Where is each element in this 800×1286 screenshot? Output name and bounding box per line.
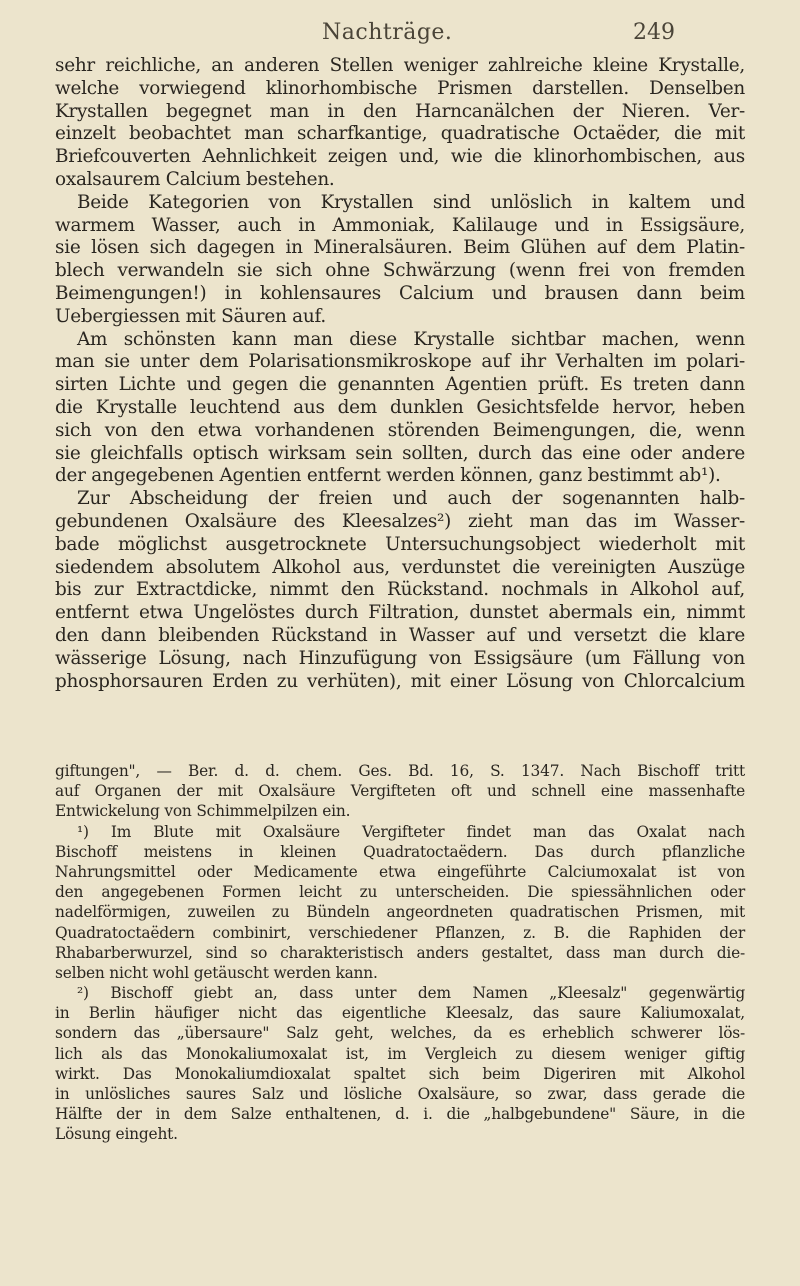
body-line: sie lösen sich dagegen in Mineralsäuren. Beim Glühen auf dem Platin- bbox=[55, 237, 745, 259]
footnote-line: Nahrungsmittel oder Medicamente etwa eingeführte Calciumoxalat ist von bbox=[55, 862, 745, 881]
body-line: entfernt etwa Ungelöstes durch Filtration, dunstet abermals ein, nimmt bbox=[55, 602, 745, 624]
body-line: Krystallen begegnet man in den Harncanälchen der Nieren. Ver- bbox=[55, 100, 745, 122]
footnote-line: ¹) Im Blute mit Oxalsäure Vergifteter findet man das Oxalat nach bbox=[77, 822, 745, 841]
body-line: sie gleichfalls optisch wirksam sein sollten, durch das eine oder andere bbox=[55, 442, 745, 464]
body-line: siedendem absolutem Alkohol aus, verdunstet die vereinigten Auszüge bbox=[55, 556, 745, 578]
footnote-line: nadelförmigen, zuweilen zu Bündeln angeordneten quadratischen Prismen, mit bbox=[55, 903, 745, 922]
footnote-line: Lösung eingeht. bbox=[55, 1125, 178, 1144]
body-line: einzelt beobachtet man scharfkantige, quadratische Octaëder, die mit bbox=[55, 123, 745, 145]
body-line: den dann bleibenden Rückstand in Wasser auf und versetzt die klare bbox=[55, 624, 745, 646]
body-line: gebundenen Oxalsäure des Kleesalzes²) zieht man das im Wasser- bbox=[55, 510, 745, 532]
footnote-line: wirkt. Das Monokaliumdioxalat spaltet sich beim Digeriren mit Alkohol bbox=[55, 1064, 745, 1083]
body-line: Zur Abscheidung der freien und auch der sogenannten halb- bbox=[77, 488, 745, 510]
page-header-title: Nachträge. bbox=[322, 20, 453, 45]
footnote-line: Bischoff meistens in kleinen Quadratoctaëdern. Das durch pflanzliche bbox=[55, 842, 745, 861]
footnote-line: den angegebenen Formen leicht zu unterscheiden. Die spiessähnlichen oder bbox=[55, 883, 745, 902]
body-line: warmem Wasser, auch in Ammoniak, Kalilauge und in Essigsäure, bbox=[55, 214, 745, 236]
body-line: die Krystalle leuchtend aus dem dunklen Gesichtsfelde hervor, heben bbox=[55, 396, 745, 418]
body-line: blech verwandeln sie sich ohne Schwärzung (wenn frei von fremden bbox=[55, 260, 745, 282]
footnote-line: sondern das „übersaure" Salz geht, welches, da es erheblich schwerer lös- bbox=[55, 1024, 745, 1043]
footnote-line: lich als das Monokaliumoxalat ist, im Vergleich zu diesem weniger giftig bbox=[55, 1044, 745, 1063]
footnote-line: in Berlin häufiger nicht das eigentliche Kleesalz, das saure Kaliumoxalat, bbox=[55, 1004, 745, 1023]
page-number: 249 bbox=[633, 20, 675, 45]
footnote-line: selben nicht wohl getäuscht werden kann. bbox=[55, 963, 378, 982]
body-line: oxalsaurem Calcium bestehen. bbox=[55, 168, 335, 190]
body-line: sirten Lichte und gegen die genannten Agentien prüft. Es treten dann bbox=[55, 374, 745, 396]
footnote-line: auf Organen der mit Oxalsäure Vergifteten oft und schnell eine massenhafte bbox=[55, 782, 745, 801]
body-line: Beide Kategorien von Krystallen sind unlöslich in kaltem und bbox=[77, 191, 745, 213]
footnote-line: Rhabarberwurzel, sind so charakteristisch anders gestaltet, dass man durch die- bbox=[55, 943, 745, 962]
body-line: Uebergiessen mit Säuren auf. bbox=[55, 305, 326, 327]
body-line: Beimengungen!) in kohlensaures Calcium und brausen dann beim bbox=[55, 282, 745, 304]
body-line: welche vorwiegend klinorhombische Prismen darstellen. Denselben bbox=[55, 77, 745, 99]
body-line: bade möglichst ausgetrocknete Untersuchungsobject wiederholt mit bbox=[55, 533, 745, 555]
body-line: sich von den etwa vorhandenen störenden Beimengungen, die, wenn bbox=[55, 419, 745, 441]
footnote-line: Entwickelung von Schimmelpilzen ein. bbox=[55, 802, 351, 821]
footnote-line: Quadratoctaëdern combinirt, verschiedener Pflanzen, z. B. die Raphiden der bbox=[55, 923, 745, 942]
footnote-line: giftungen", — Ber. d. d. chem. Ges. Bd. 16, S. 1347. Nach Bischoff tritt bbox=[55, 762, 745, 780]
footnote-line: in unlösliches saures Salz und lösliche Oxalsäure, so zwar, dass gerade die bbox=[55, 1085, 745, 1103]
body-line: sehr reichliche, an anderen Stellen weniger zahlreiche kleine Krystalle, bbox=[55, 55, 745, 76]
body-line: bis zur Extractdicke, nimmt den Rückstand. nochmals in Alkohol auf, bbox=[55, 579, 745, 601]
body-line: Briefcouverten Aehnlichkeit zeigen und, wie die klinorhombischen, aus bbox=[55, 146, 745, 168]
body-line: man sie unter dem Polarisationsmikroskope auf ihr Verhalten im polari- bbox=[55, 351, 745, 373]
body-line: der angegebenen Agentien entfernt werden können, ganz bestimmt ab¹). bbox=[55, 465, 721, 487]
footnote-line: Hälfte der in dem Salze enthaltenen, d. i. die „halbgebundene" Säure, in die bbox=[55, 1105, 745, 1124]
main-text bbox=[55, 55, 745, 693]
body-line: wässerige Lösung, nach Hinzufügung von Essigsäure (um Fällung von bbox=[55, 647, 745, 669]
running-head bbox=[0, 20, 800, 50]
footnotes bbox=[55, 761, 745, 1145]
footnote-line: ²) Bischoff giebt an, dass unter dem Namen „Kleesalz" gegenwärtig bbox=[77, 984, 745, 1003]
body-line: Am schönsten kann man diese Krystalle sichtbar machen, wenn bbox=[77, 328, 745, 350]
body-line: phosphorsauren Erden zu verhüten), mit einer Lösung von Chlorcalcium bbox=[55, 670, 745, 692]
